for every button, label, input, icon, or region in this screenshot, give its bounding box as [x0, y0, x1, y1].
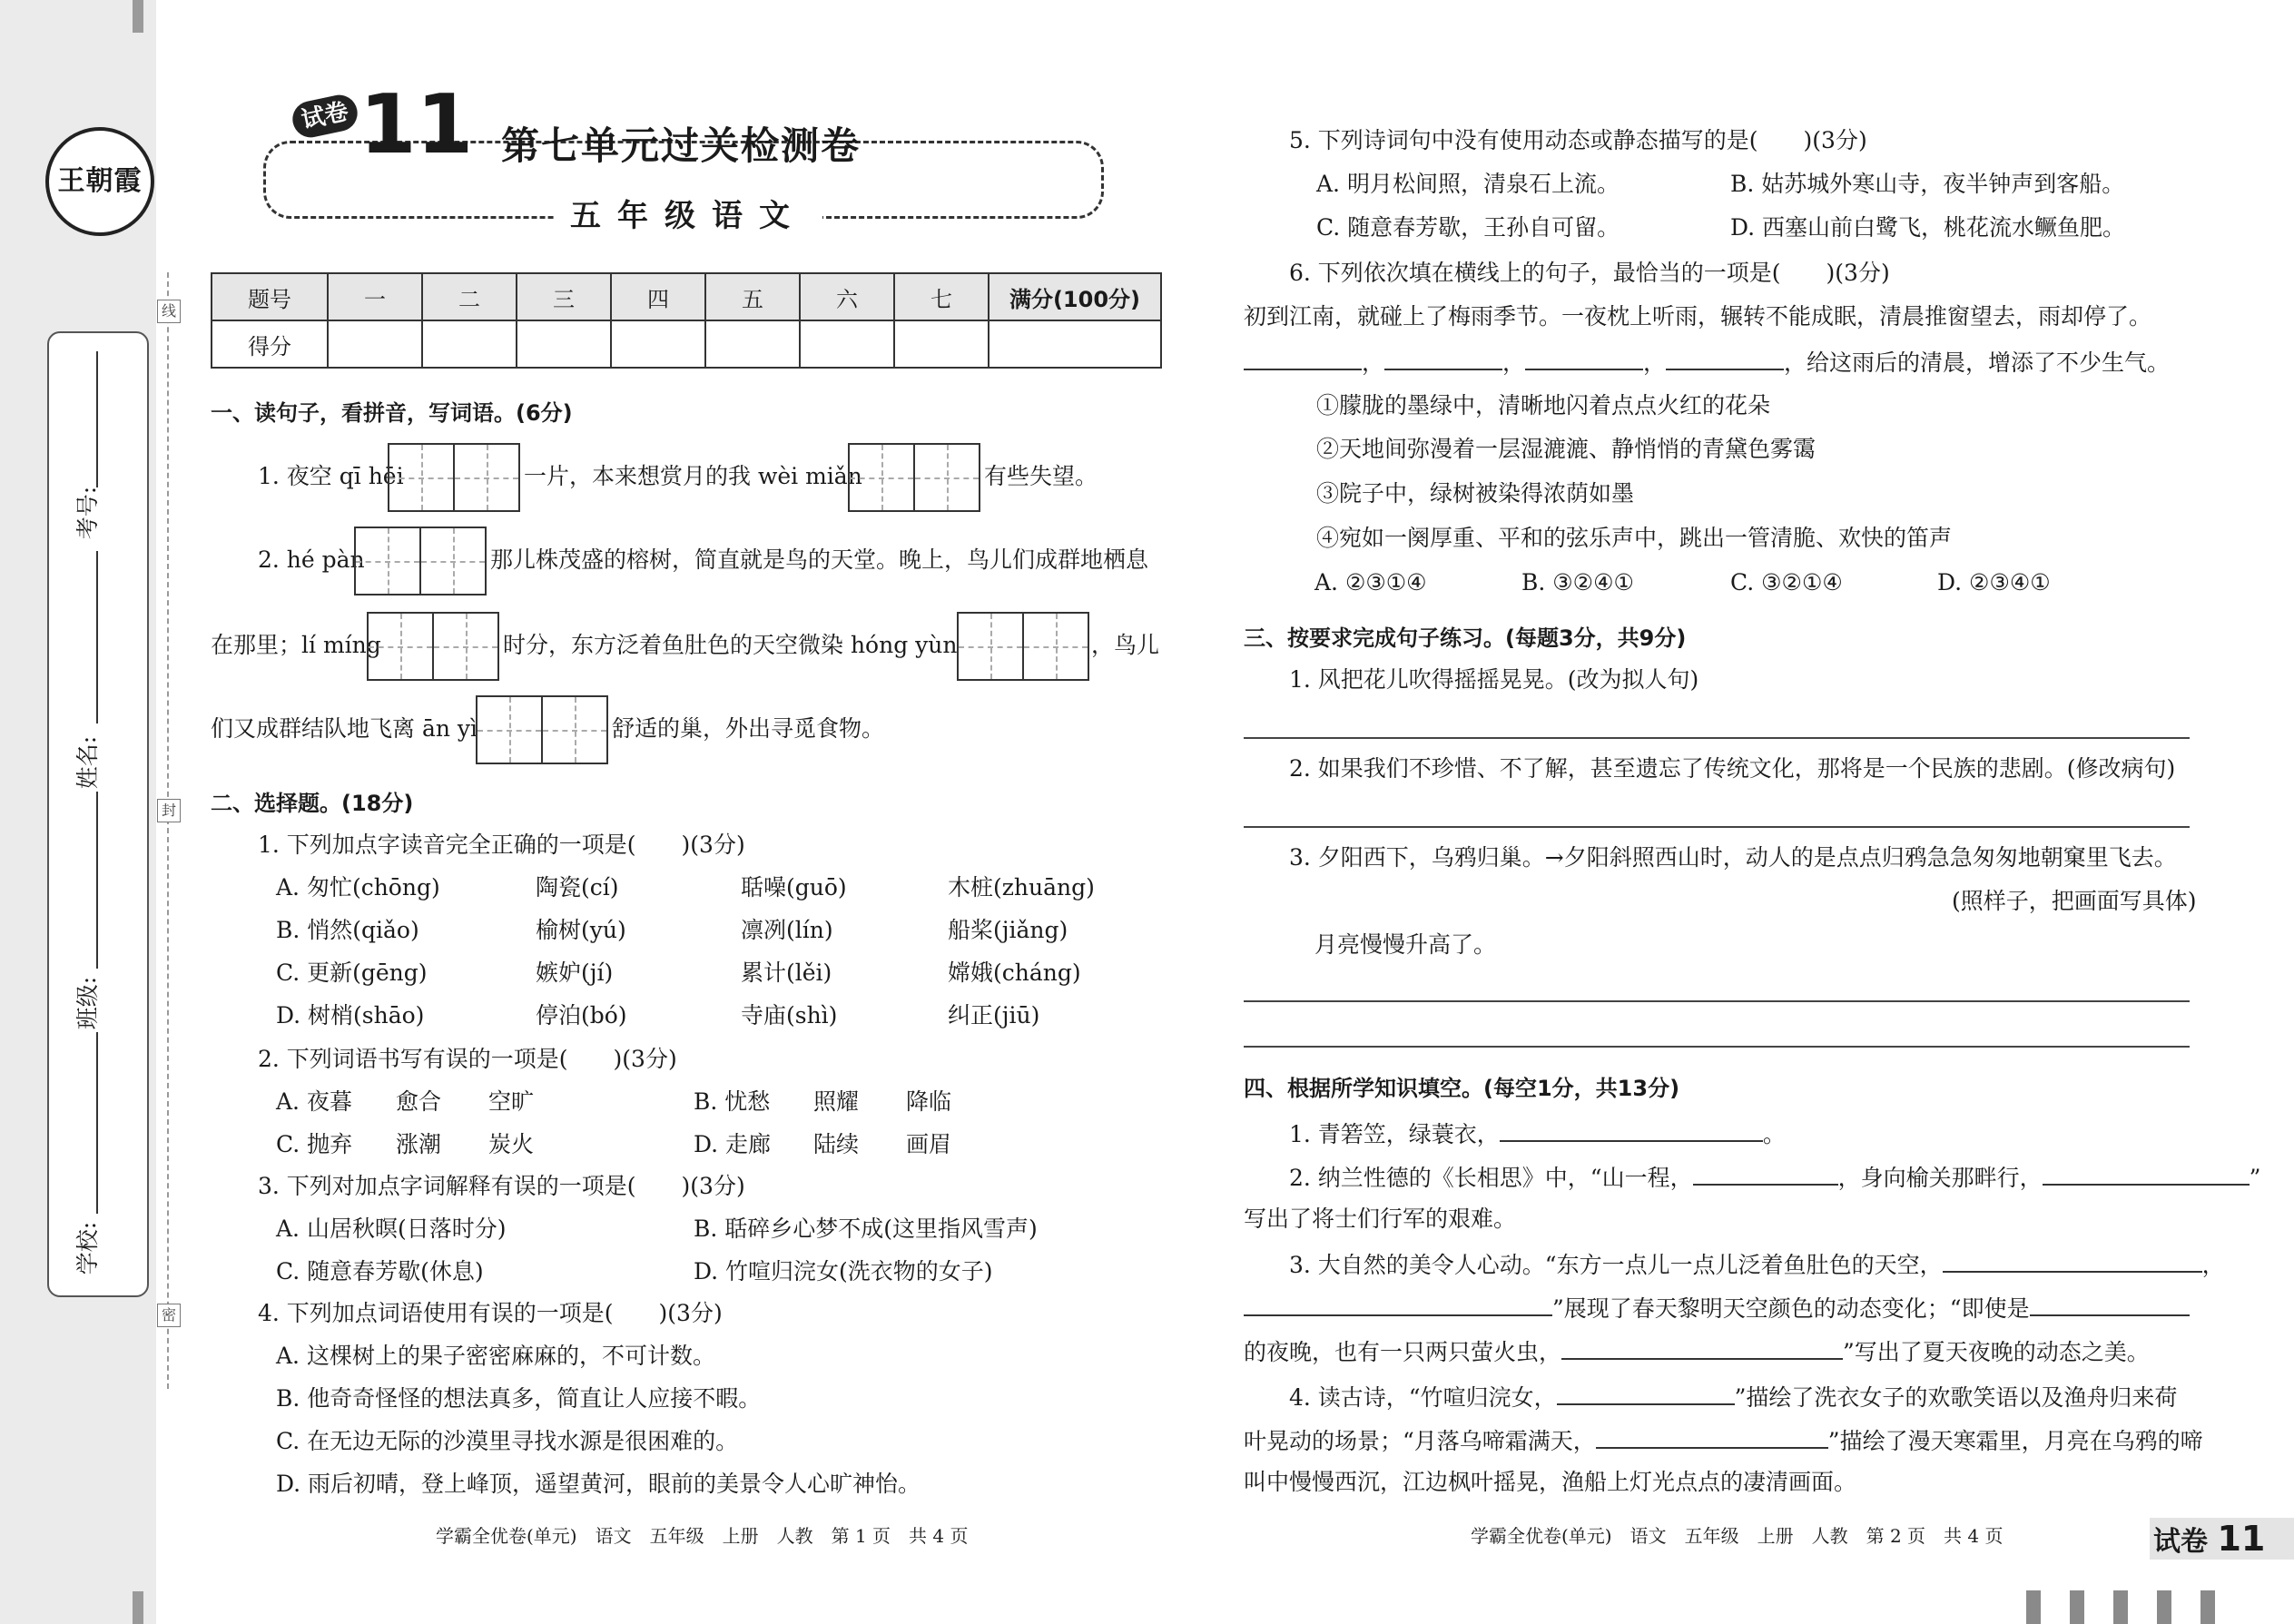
footer-left: 学霸全优卷(单元) 语文 五年级 上册 人教 第 1 页 共 4 页 — [436, 1525, 969, 1547]
q6-passage-end: ，给这雨后的清晨，增添了不少生气。 — [1784, 349, 2171, 376]
answer-box[interactable] — [367, 612, 499, 681]
q6-blank[interactable] — [1244, 345, 1362, 370]
q5-option[interactable]: D. 西塞山前白鹭飞，桃花流水鳜鱼肥。 — [1730, 214, 2126, 241]
q2-option[interactable]: C. 抛弃 — [276, 1131, 353, 1157]
s1-line3b: 时分，东方泛着鱼肚色的天空微染 hóng yùn — [503, 632, 958, 658]
q4-option[interactable]: C. 在无边无际的沙漠里寻找水源是很困难的。 — [276, 1428, 739, 1454]
page-tag-number: 11 — [2217, 1519, 2266, 1559]
class-label: 班级: — [74, 976, 102, 1030]
section3-heading: 三、按要求完成句子练习。(每题3分，共9分) — [1244, 625, 1687, 651]
score-cell: 满分(100分) — [989, 273, 1161, 320]
q4-option[interactable]: A. 这棵树上的果子密密麻麻的，不可计数。 — [276, 1343, 715, 1369]
q2-option[interactable]: A. 夜暮 — [276, 1088, 352, 1115]
q1-option-word: 停泊(bó) — [536, 1002, 627, 1029]
s4-q2-c: ” — [2249, 1165, 2261, 1191]
q1-option-word: 木桩(zhuāng) — [948, 874, 1095, 901]
s4-blank[interactable] — [1500, 1117, 1763, 1142]
exam-number: 11 — [359, 77, 474, 172]
s4-q4-line3: 叫中慢慢西沉，江边枫叶摇晃，渔船上灯光点点的凄清画面。 — [1244, 1469, 1857, 1495]
footer-right: 学霸全优卷(单元) 语文 五年级 上册 人教 第 2 页 共 4 页 — [1471, 1525, 2004, 1547]
answer-box[interactable] — [476, 695, 608, 764]
s4-blank[interactable] — [2030, 1291, 2190, 1316]
name-line[interactable] — [96, 551, 98, 723]
s4-q4-b: ”描绘了洗衣女子的欢歌笑语以及渔舟归来荷 — [1734, 1384, 2178, 1411]
brand-logo — [45, 127, 154, 236]
s4-q2-b: ，身向榆关那畔行， — [1837, 1165, 2043, 1191]
s4-q4-c: 叶晃动的场景；“月落乌啼霜满天， — [1244, 1428, 1596, 1454]
q1-option[interactable]: C. 更新(gēng) — [276, 960, 428, 986]
q1-option[interactable]: D. 树梢(shāo) — [276, 1002, 425, 1029]
q3-option[interactable]: C. 随意春芳歇(休息) — [276, 1258, 484, 1284]
s4-q3-b: ， — [2201, 1252, 2225, 1278]
logo-text: 王朝霞 — [57, 165, 143, 197]
q6-blank[interactable] — [1384, 345, 1502, 370]
s4-blank[interactable] — [1557, 1380, 1735, 1405]
s4-q3-line2 — [1244, 1291, 2190, 1324]
score-table — [211, 272, 1162, 369]
s4-q3-d: 的夜晚，也有一只两只萤火虫， — [1244, 1339, 1562, 1365]
score-input[interactable] — [894, 320, 989, 368]
q6-option[interactable]: C. ③②①④ — [1730, 569, 1843, 595]
s3-q2: 2. 如果我们不珍惜、不了解，甚至遗忘了传统文化，那将是一个民族的悲剧。(修改病句) — [1289, 755, 2176, 782]
q4-stem: 4. 下列加点词语使用有误的一项是( )(3分) — [258, 1300, 723, 1326]
score-input[interactable] — [422, 320, 517, 368]
q1-option-word: 嫉妒(jí) — [536, 960, 614, 986]
stripe-mark — [2026, 1590, 2041, 1624]
top-mark — [133, 0, 143, 33]
class-line[interactable] — [96, 792, 98, 969]
s4-q3 — [1289, 1247, 2225, 1281]
q5-option[interactable]: A. 明月松间照，清泉石上流。 — [1316, 171, 1620, 197]
q3-option[interactable]: A. 山居秋暝(日落时分) — [276, 1216, 507, 1242]
cut-line — [167, 272, 169, 1389]
page-tag-text: 试卷 — [2153, 1526, 2208, 1558]
q1-option-word: 聒噪(guō) — [741, 874, 847, 901]
score-cell: 七 — [894, 273, 989, 320]
q2-option[interactable]: B. 忧愁 — [694, 1088, 771, 1115]
s4-blank[interactable] — [1596, 1423, 1828, 1449]
q1-option-word: 寺庙(shì) — [741, 1002, 838, 1029]
school-line[interactable] — [96, 1032, 98, 1214]
q1-option-word: 陶瓷(cí) — [536, 874, 619, 901]
s1-line2a: 2. hé pàn — [258, 546, 365, 573]
s1-line1a: 1. 夜空 qī hēi — [258, 463, 404, 489]
s4-blank[interactable] — [1244, 1291, 1552, 1316]
s1-line3a: 在那里；lí míng — [211, 632, 381, 658]
q6-passage: 初到江南，就碰上了梅雨季节。一夜枕上听雨，辗转不能成眠，清晨推窗望去，雨却停了。 — [1244, 303, 2152, 330]
s4-blank[interactable] — [1561, 1334, 1843, 1360]
school-label: 学校: — [74, 1221, 102, 1275]
q2-option-word: 画眉 — [906, 1131, 952, 1157]
score-cell: 题号 — [212, 273, 328, 320]
s1-line4b: 舒适的巢，外出寻觅食物。 — [612, 715, 885, 742]
answer-box[interactable] — [848, 443, 980, 512]
s4-q1-text: 1. 青箬笠，绿蓑衣， — [1289, 1121, 1500, 1147]
answer-line[interactable] — [1244, 1046, 2190, 1048]
exam-subtitle: 五年级语文 — [554, 191, 822, 235]
stripe-mark — [2113, 1590, 2128, 1624]
s4-blank[interactable] — [1943, 1247, 2202, 1273]
s4-q3-c: ”展现了春天黎明天空颜色的动态变化；“即使是 — [1552, 1295, 2030, 1322]
answer-box[interactable] — [388, 443, 520, 512]
score-header-row — [212, 273, 1161, 320]
section1-heading: 一、读句子，看拼音，写词语。(6分) — [211, 400, 573, 426]
score-cell: 五 — [705, 273, 800, 320]
score-cell: 一 — [328, 273, 422, 320]
section4-heading: 四、根据所学知识填空。(每空1分，共13分) — [1244, 1076, 1680, 1101]
q6-blank[interactable] — [1525, 345, 1643, 370]
score-input[interactable] — [328, 320, 422, 368]
q1-option-word: 累计(lěi) — [741, 960, 832, 986]
q6-item: ①朦胧的墨绿中，清晰地闪着点点火红的花朵 — [1316, 392, 1771, 418]
q6-item: ④宛如一阕厚重、平和的弦乐声中，跳出一管清脆、欢快的笛声 — [1316, 525, 1953, 551]
s4-q4-a: 4. 读古诗，“竹喧归浣女， — [1289, 1384, 1557, 1411]
q5-option[interactable]: B. 姑苏城外寒山寺，夜半钟声到客船。 — [1730, 171, 2125, 197]
bottom-mark — [133, 1591, 143, 1624]
q2-option-word: 炭火 — [488, 1131, 535, 1157]
s1-line4a: 们又成群结队地飞离 ān yì — [211, 715, 478, 742]
s4-q2-d: 写出了将士们行军的艰难。 — [1244, 1206, 1517, 1232]
q1-option-word: 榆树(yú) — [536, 917, 626, 943]
s4-q3-e: ”写出了夏天夜晚的动态之美。 — [1843, 1339, 2150, 1365]
stripe-mark — [2157, 1590, 2171, 1624]
q1-option-word: 纠正(jiū) — [948, 1002, 1040, 1029]
s3-q3-note: (照样子，把画面写具体) — [1952, 888, 2197, 914]
q6-item: ②天地间弥漫着一层湿漉漉、静悄悄的青黛色雾霭 — [1316, 436, 1816, 462]
id-line[interactable] — [96, 351, 98, 487]
q2-option-word: 愈合 — [396, 1088, 442, 1115]
s4-q1-end: 。 — [1762, 1121, 1786, 1147]
q4-option[interactable]: B. 他奇奇怪怪的想法真多，简直让人应接不暇。 — [276, 1385, 762, 1412]
q4-option[interactable]: D. 雨后初晴，登上峰顶，遥望黄河，眼前的美景令人心旷神怡。 — [276, 1471, 921, 1497]
q2-option-word: 降临 — [906, 1088, 952, 1115]
q2-option-word: 涨潮 — [396, 1131, 442, 1157]
s4-q3-a: 3. 大自然的美令人心动。“东方一点儿一点儿泛着鱼肚色的天空， — [1289, 1252, 1943, 1278]
score-input[interactable] — [705, 320, 800, 368]
exam-title: 第七单元过关检测卷 — [501, 123, 861, 168]
q2-option-word: 空旷 — [488, 1088, 535, 1115]
score-row-label: 得分 — [212, 320, 328, 368]
s4-q2 — [1289, 1160, 2260, 1194]
cut-mark-secret: 密 — [157, 1304, 181, 1327]
score-row — [212, 320, 1161, 368]
q6-stem: 6. 下列依次填在横线上的句子，最恰当的一项是( )(3分) — [1289, 260, 1890, 286]
q3-option[interactable]: D. 竹喧归浣女(洗衣物的女子) — [694, 1258, 993, 1284]
s4-q4-d: ”描绘了漫天寒霜里，月亮在乌鸦的啼 — [1827, 1428, 2203, 1454]
stripe-mark — [2200, 1590, 2215, 1624]
q1-option[interactable]: A. 匆忙(chōng) — [276, 874, 440, 901]
s4-blank[interactable] — [2043, 1160, 2250, 1186]
q1-option-word: 船桨(jiǎng) — [948, 917, 1068, 943]
id-label: 考号: — [74, 486, 102, 540]
q5-option[interactable]: C. 随意春芳歇，王孙自可留。 — [1316, 214, 1620, 241]
answer-line[interactable] — [1244, 826, 2190, 828]
answer-box[interactable] — [957, 612, 1089, 681]
cut-mark-seal: 封 — [157, 799, 181, 822]
name-label: 姓名: — [74, 735, 102, 790]
score-input[interactable] — [989, 320, 1161, 368]
score-cell: 二 — [422, 273, 517, 320]
score-input[interactable] — [517, 320, 611, 368]
answer-box[interactable] — [354, 527, 487, 595]
exam-tag: 试卷 — [290, 92, 361, 141]
s3-q1: 1. 风把花儿吹得摇摇晃晃。(改为拟人句) — [1289, 666, 1699, 693]
answer-line[interactable] — [1244, 1000, 2190, 1002]
q2-stem: 2. 下列词语书写有误的一项是( )(3分) — [258, 1046, 677, 1072]
q2-option[interactable]: D. 走廊 — [694, 1131, 772, 1157]
q1-option[interactable]: B. 悄然(qiǎo) — [276, 917, 419, 943]
score-cell: 三 — [517, 273, 611, 320]
q1-stem: 1. 下列加点字读音完全正确的一项是( )(3分) — [258, 832, 745, 858]
q1-option-word: 凛冽(lín) — [741, 917, 833, 943]
score-cell: 四 — [611, 273, 705, 320]
score-input[interactable] — [611, 320, 705, 368]
s4-q2-a: 2. 纳兰性德的《长相思》中，“山一程， — [1289, 1165, 1693, 1191]
s1-line3c: ，鸟儿 — [1091, 632, 1160, 658]
s1-line1c: 有些失望。 — [984, 463, 1098, 489]
s4-q4-line2 — [1244, 1423, 2203, 1457]
score-input[interactable] — [800, 320, 894, 368]
q6-item: ③院子中，绿树被染得浓荫如墨 — [1316, 480, 1635, 507]
q2-option-word: 照耀 — [813, 1088, 860, 1115]
q3-option[interactable]: B. 聒碎乡心梦不成(这里指风雪声) — [694, 1216, 1038, 1242]
q6-blank[interactable] — [1666, 345, 1784, 370]
s3-q3: 3. 夕阳西下，乌鸦归巢。→夕阳斜照西山时，动人的是点点归鸦急急匆匆地朝窠里飞去。 — [1289, 844, 2177, 871]
q2-option-word: 陆续 — [813, 1131, 860, 1157]
page-tag — [2150, 1518, 2294, 1560]
s4-q3-line3 — [1244, 1334, 2150, 1368]
q6-option[interactable]: A. ②③①④ — [1314, 569, 1427, 595]
s1-line2b: 那儿株茂盛的榕树，简直就是鸟的天堂。晚上，鸟儿们成群地栖息 — [490, 546, 1149, 573]
section2-heading: 二、选择题。(18分) — [211, 791, 414, 816]
score-cell: 六 — [800, 273, 894, 320]
cut-mark-line: 线 — [157, 300, 181, 323]
q3-stem: 3. 下列对加点字词解释有误的一项是( )(3分) — [258, 1173, 745, 1199]
q6-blanks-line: ， ， ， ，给这雨后的清晨，增添了不少生气。 — [1244, 345, 2170, 379]
s4-q4 — [1289, 1380, 2177, 1413]
s4-q1 — [1289, 1117, 1786, 1150]
s1-line1b: 一片，本来想赏月的我 wèi miǎn — [524, 463, 862, 489]
q1-option-word: 嫦娥(cháng) — [948, 960, 1081, 986]
stripe-mark — [2070, 1590, 2084, 1624]
q6-option[interactable]: B. ③②④① — [1521, 569, 1634, 595]
s3-q3-prompt: 月亮慢慢升高了。 — [1314, 931, 1497, 958]
q6-option[interactable]: D. ②③④① — [1937, 569, 2051, 595]
answer-line[interactable] — [1244, 737, 2190, 739]
s4-blank[interactable] — [1693, 1160, 1838, 1186]
student-info-panel — [47, 331, 149, 1297]
q5-stem: 5. 下列诗词句中没有使用动态或静态描写的是( )(3分) — [1289, 127, 1867, 153]
